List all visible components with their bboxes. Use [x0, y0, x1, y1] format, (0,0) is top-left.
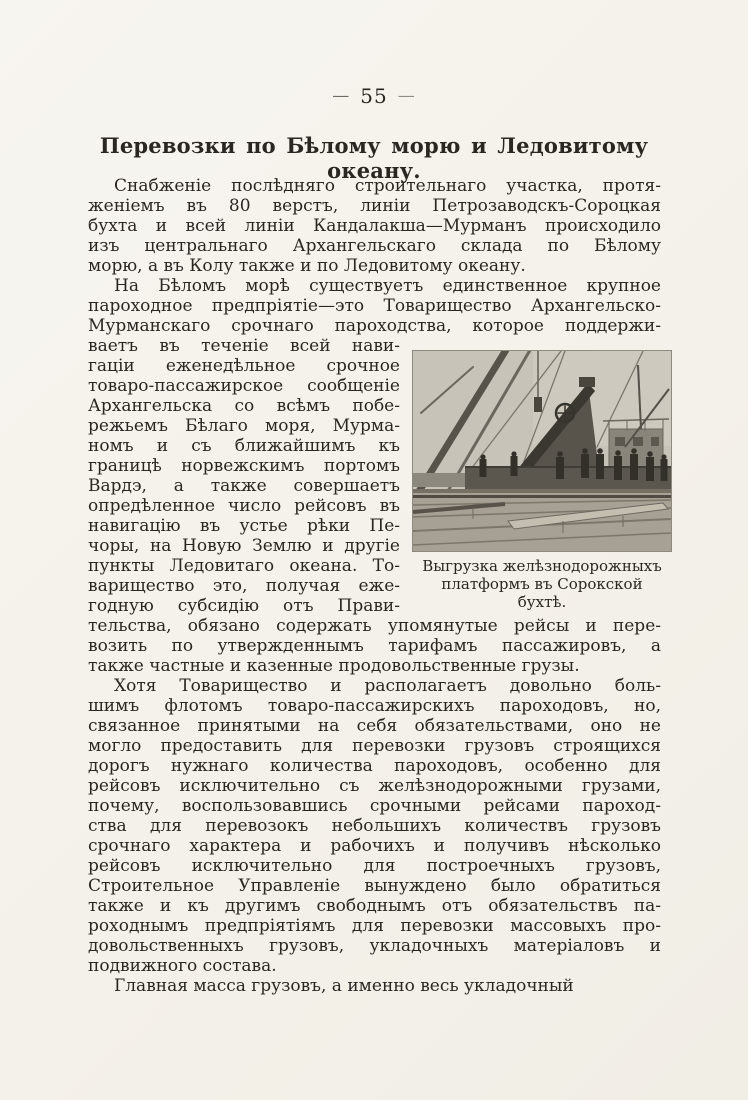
text-line: На Бѣломъ морѣ существуетъ единственное крупное	[114, 276, 661, 296]
photo-frame	[412, 350, 672, 552]
text-line: срочнаго характера и рабочихъ и получивъ нѣсколько	[88, 836, 661, 856]
text-line: платформъ въ Сорокской	[441, 575, 643, 593]
text-line: навигацію въ устье рѣки Пе-	[88, 516, 400, 536]
text-line: товаро-пассажирское сообщеніе	[88, 376, 400, 396]
text-line: Выгрузка желѣзнодорожныхъ	[422, 557, 662, 575]
text-line: годную субсидію отъ Прави-	[88, 596, 400, 616]
figure-sorokskaya-bay	[412, 350, 672, 611]
text-line: рейсовъ исключительно для построечныхъ грузовъ,	[88, 856, 661, 876]
paragraph-2-full-bottom	[88, 616, 661, 676]
page-header	[0, 84, 748, 108]
text-line: границѣ норвежскимъ портомъ	[88, 456, 400, 476]
text-line: изъ центральнаго Архангельскаго склада по Бѣлому	[88, 236, 661, 256]
text-line: также и къ другимъ свободнымъ отъ обязательствъ па-	[88, 896, 661, 916]
text-line: бухтѣ.	[517, 593, 567, 611]
figure-caption	[412, 557, 672, 611]
header-dash-right: —	[397, 86, 416, 106]
paragraph-2-wrap-left	[88, 336, 400, 616]
text-line: роходнымъ предпріятіямъ для перевозки массовыхъ про-	[88, 916, 661, 936]
text-line: пароходное предпріятіе—это Товарищество Архангельско-	[88, 296, 661, 316]
page-number: 55	[360, 84, 388, 108]
paragraph-3	[88, 676, 661, 976]
text-line: шимъ флотомъ товаро-пассажирскихъ пароходовъ, но,	[88, 696, 661, 716]
text-line: пункты Ледовитаго океана. То-	[88, 556, 400, 576]
text-line: дорогъ нужнаго количества пароходовъ, особенно для	[88, 756, 661, 776]
text-line: Строительное Управленіе вынуждено было обратиться	[88, 876, 661, 896]
text-line: довольственныхъ грузовъ, укладочныхъ матеріаловъ и	[88, 936, 661, 956]
text-line: подвижного состава.	[88, 956, 277, 976]
paragraph-1	[88, 176, 661, 276]
page-title: Перевозки по Бѣлому морю и Ледовитому океану.	[99, 133, 649, 183]
text-line: Главная масса грузовъ, а именно весь укладочный	[114, 976, 574, 996]
text-line: женіемъ въ 80 верстъ, линіи Петрозаводскъ-Сороцкая	[88, 196, 661, 216]
text-line: Снабженіе послѣдняго строительнаго участка, протя-	[114, 176, 661, 196]
text-line: варищество это, получая еже-	[88, 576, 400, 596]
text-line: рейсовъ исключительно съ желѣзнодорожными грузами,	[88, 776, 661, 796]
text-line: могло предоставить для перевозки грузовъ строящихся	[88, 736, 661, 756]
text-line: номъ и съ ближайшимъ къ	[88, 436, 400, 456]
paragraph-4	[88, 976, 661, 996]
text-line: гаціи еженедѣльное срочное	[88, 356, 400, 376]
text-line: Архангельска со всѣмъ побе-	[88, 396, 400, 416]
text-line: также частные и казенные продовольственные грузы.	[88, 656, 580, 676]
text-line: Хотя Товарищество и располагаетъ довольно боль-	[114, 676, 661, 696]
text-line: режьемъ Бѣлаго моря, Мурма-	[88, 416, 400, 436]
text-line: опредѣленное число рейсовъ въ	[88, 496, 400, 516]
text-line: почему, воспользовавшись срочными рейсами пароход-	[88, 796, 661, 816]
text-line: возить по утвержденнымъ тарифамъ пассажировъ, а	[88, 636, 661, 656]
text-line: тельства, обязано содержать упомянутые рейсы и пере-	[88, 616, 661, 636]
wharf-deck	[413, 493, 671, 551]
text-line: морю, а въ Колу также и по Ледовитому океану.	[88, 256, 526, 276]
text-line: ваетъ въ теченіе всей нави-	[88, 336, 400, 356]
text-line: ства для перевозокъ небольшихъ количествъ грузовъ	[88, 816, 661, 836]
photo-unloading-railway-platforms	[413, 351, 671, 551]
text-line: чоры, на Новую Землю и другіе	[88, 536, 400, 556]
header-dash-left: —	[332, 86, 351, 106]
text-line: связанное принятыми на себя обязательствами, оно не	[88, 716, 661, 736]
text-line: Мурманскаго срочнаго пароходства, которое поддержи-	[88, 316, 661, 336]
paragraph-2-full-top	[88, 276, 661, 336]
text-line: Вардэ, а также совершаетъ	[88, 476, 400, 496]
text-line: бухта и всей линіи Кандалакша—Мурманъ происходило	[88, 216, 661, 236]
